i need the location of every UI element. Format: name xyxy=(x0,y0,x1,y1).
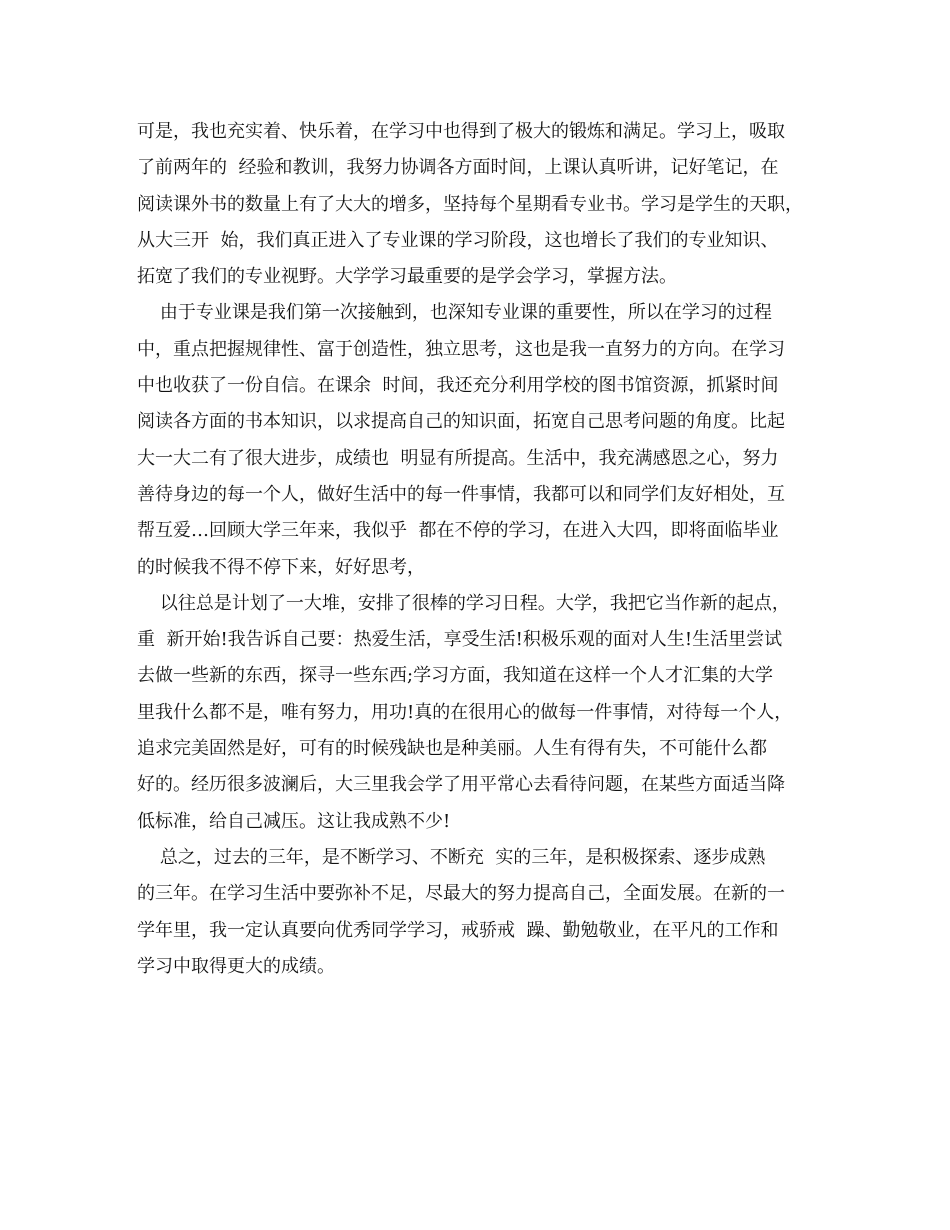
text-line: 由于专业课是我们第一次接触到，也深知专业课的重要性，所以在学习的过程 xyxy=(137,302,772,324)
text-line: 里我什么都不是，唯有努力，用功!真的在很用心的做每一件事情，对待每一个人， xyxy=(137,701,793,723)
text-line: 中，重点把握规律性、富于创造性，独立思考，这也是我一直努力的方向。在学习 xyxy=(137,338,785,360)
text-line: 的时候我不得不停下来，好好思考， xyxy=(137,556,425,578)
text-line: 总之，过去的三年，是不断学习、不断充 实的三年，是积极探索、逐步成熟 xyxy=(137,846,766,868)
text-line: 以往总是计划了一大堆，安排了很棒的学习日程。大学，我把它当作新的起点， xyxy=(137,592,790,614)
text-line: 学习中取得更大的成绩。 xyxy=(137,955,335,977)
text-line: 重 新开始!我告诉自己要：热爱生活，享受生活!积极乐观的面对人生!生活里尝试 xyxy=(137,629,783,651)
text-line: 从大三开 始，我们真正进入了专业课的学习阶段，这也增长了我们的专业知识、 xyxy=(137,229,779,251)
text-line: 追求完美固然是好，可有的时候残缺也是种美丽。人生有得有失，不可能什么都 xyxy=(137,738,767,760)
text-line: 去做一些新的东西，探寻一些东西;学习方面，我知道在这样一个人才汇集的大学 xyxy=(137,665,774,687)
document-body xyxy=(137,114,827,985)
text-line: 阅读课外书的数量上有了大大的增多，坚持每个星期看专业书。学习是学生的天职， xyxy=(137,193,803,215)
text-line: 可是，我也充实着、快乐着，在学习中也得到了极大的锻炼和满足。学习上，吸取 xyxy=(137,121,785,142)
text-line: 善待身边的每一个人，做好生活中的每一件事情，我都可以和同学们友好相处，互 xyxy=(137,483,785,505)
text-line: 大一大二有了很大进步，成绩也 明显有所提高。生活中，我充满感恩之心，努力 xyxy=(137,447,779,469)
text-line: 阅读各方面的书本知识，以求提高自己的知识面，拓宽自己思考问题的角度。比起 xyxy=(137,411,785,433)
text-line: 学年里，我一定认真要向优秀同学学习，戒骄戒 躁、勤勉敬业，在平凡的工作和 xyxy=(137,919,779,941)
text-line: 了前两年的 经验和教训，我努力协调各方面时间，上课认真听讲，记好笔记，在 xyxy=(137,157,779,179)
text-line: 帮互爱…回顾大学三年来，我似乎 都在不停的学习，在进入大四，即将面临毕业 xyxy=(137,520,779,542)
text-line: 中也收获了一份自信。在课余 时间，我还充分利用学校的图书馆资源，抓紧时间 xyxy=(137,375,779,397)
text-line: 好的。经历很多波澜后，大三里我会学了用平常心去看待问题，在某些方面适当降 xyxy=(137,774,785,796)
text-line: 低标准，给自己减压。这让我成熟不少! xyxy=(137,810,451,832)
text-line: 的三年。在学习生活中要弥补不足，尽最大的努力提高自己，全面发展。在新的一 xyxy=(137,883,785,905)
text-line: 拓宽了我们的专业视野。大学学习最重要的是学会学习，掌握方法。 xyxy=(137,266,677,288)
